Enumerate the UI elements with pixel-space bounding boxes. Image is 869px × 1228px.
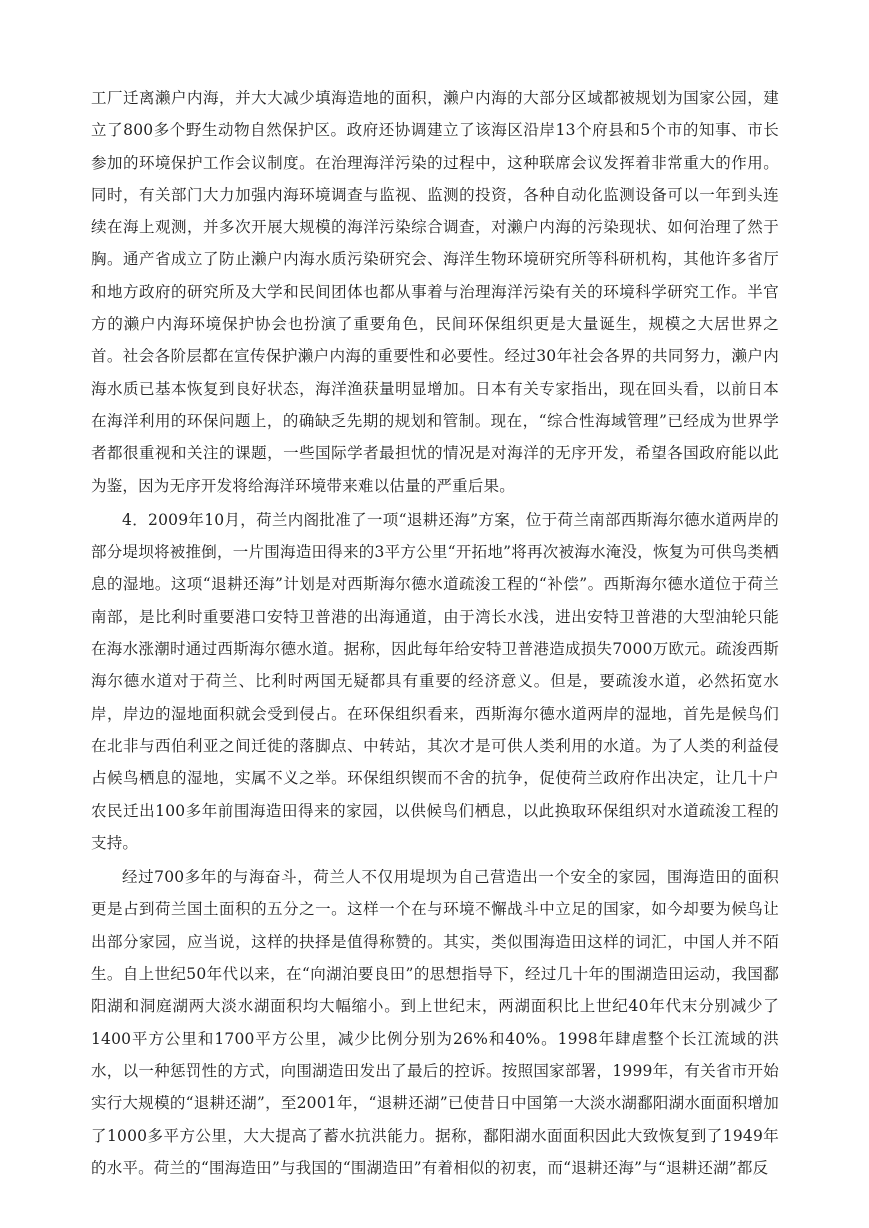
document-body	[91, 82, 779, 1184]
paragraph-seto-inland-sea: 工厂迁离濑户内海，并大大减少填海造地的面积，濑户内海的大部分区域都被规划为国家公园，建立了800多个野生动物自然保护区。政府还协调建立了该海区沿岸13个府县和5个市的知事、市长参加的环境保护工作会议制度。在治理海洋污染的过程中，这种联席会议发挥着非常重大的作用。同时，有关部门大力加强内海环境调查与监视、监测的投资，各种自动化监测设备可以一年到头连续在海上观测，并多次开展大规模的海洋污染综合调查，对濑户内海的污染现状、如何治理了然于胸。通产省成立了防止濑户内海水质污染研究会、海洋生物环境研究所等科研机构，其他许多省厅和地方政府的研究所及大学和民间团体也都从事着与治理海洋污染有关的环境科学研究工作。半官方的濑户内海环境保护协会也扮演了重要角色，民间环保组织更是大量诞生，规模之大居世界之首。社会各阶层都在宣传保护濑户内海的重要性和必要性。经过30年社会各界的共同努力，濑户内海水质已基本恢复到良好状态，海洋渔获量明显增加。日本有关专家指出，现在回头看，以前日本在海洋利用的环保问题上，的确缺乏先期的规划和管制。现在，“综合性海域管理”已经成为世界学者都很重视和关注的课题，一些国际学者最担忧的情况是对海洋的无序开发，希望各国政府能以此为鉴，因为无序开发将给海洋环境带来难以估量的严重后果。	[91, 89, 779, 495]
paragraph-china-return-farmland-to-lake: 经过700多年的与海奋斗，荷兰人不仅用堤坝为自己营造出一个安全的家园，围海造田的面积更是占到荷兰国土面积的五分之一。这样一个在与环境不懈战斗中立足的国家，如今却要为候鸟让出部分家园，应当说，这样的抉择是值得称赞的。其实，类似围海造田这样的词汇，中国人并不陌生。自上世纪50年代以来，在“向湖泊要良田”的思想指导下，经过几十年的围湖造田运动，我国鄱阳湖和洞庭湖两大淡水湖面积均大幅缩小。到上世纪末，两湖面积比上世纪40年代末分别减少了1400平方公里和1700平方公里，减少比例分别为26%和40%。1998年肆虐整个长江流域的洪水，以一种惩罚性的方式，向围湖造田发出了最后的控诉。按照国家部署，1999年，有关省市开始实行大规模的“退耕还湖”，至2001年，“退耕还湖”已使昔日中国第一大淡水湖鄱阳湖水面面积增加了1000多平方公里，大大提高了蓄水抗洪能力。据称，鄱阳湖水面面积因此大致恢复到了1949年的水平。荷兰的“围海造田”与我国的“围湖造田”有着相似的初衷，而“退耕还海”与“退耕还湖”都反	[91, 868, 779, 1177]
paragraph-netherlands-return-farmland-to-sea: 4．2009年10月，荷兰内阁批准了一项“退耕还海”方案，位于荷兰南部西斯海尔德水道两岸的部分堤坝将被推倒，一片围海造田得来的3平方公里“开拓地”将再次被海水淹没，恢复为可供鸟类栖息的湿地。这项“退耕还海”计划是对西斯海尔德水道疏浚工程的“补偿”。西斯海尔德水道位于荷兰南部，是比利时重要港口安特卫普港的出海通道，由于湾长水浅，进出安特卫普港的大型油轮只能在海水涨潮时通过西斯海尔德水道。据称，因此每年给安特卫普港造成损失7000万欧元。疏浚西斯海尔德水道对于荷兰、比利时两国无疑都具有重要的经济意义。但是，要疏浚水道，必然拓宽水岸，岸边的湿地面积就会受到侵占。在环保组织看来，西斯海尔德水道两岸的湿地，首先是候鸟们在北非与西伯利亚之间迁徙的落脚点、中转站，其次才是可供人类利用的水道。为了人类的利益侵占候鸟栖息的湿地，实属不义之举。环保组织锲而不舍的抗争，促使荷兰政府作出决定，让几十户农民迁出100多年前围海造田得来的家园，以供候鸟们栖息，以此换取环保组织对水道疏浚工程的支持。	[91, 510, 779, 852]
